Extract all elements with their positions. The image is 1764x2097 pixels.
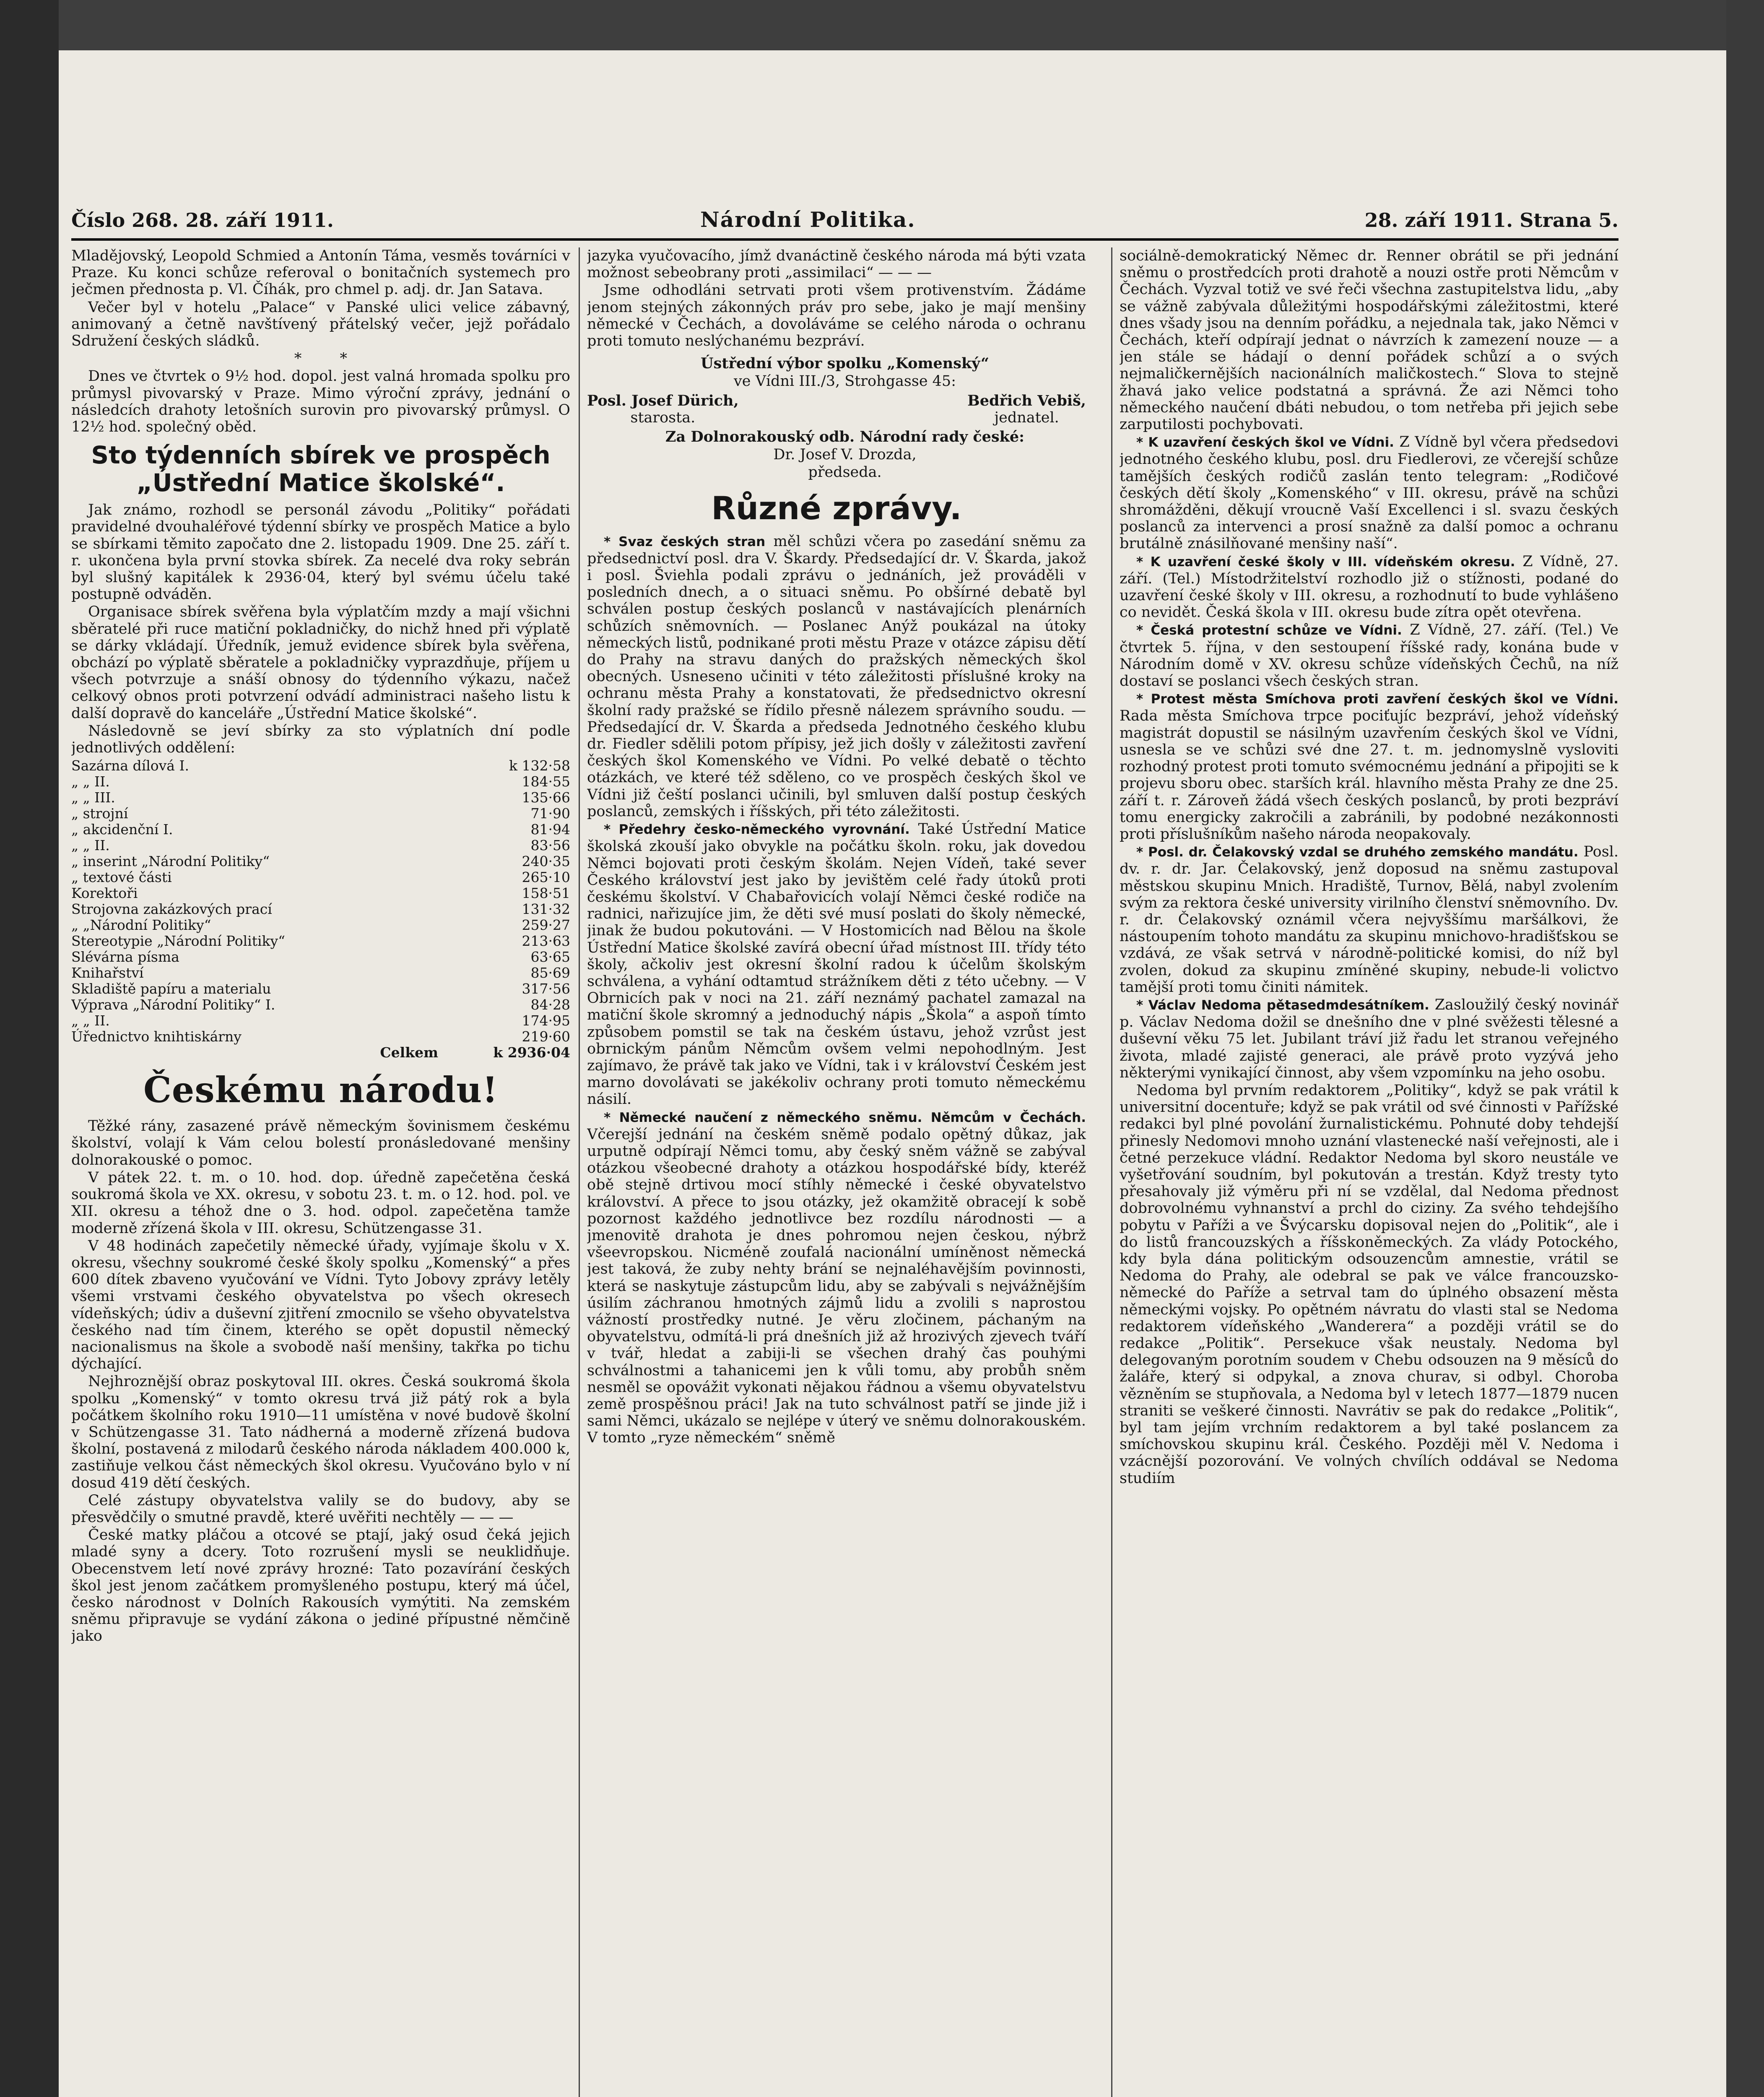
row-value: 259·27 xyxy=(522,917,570,934)
article-paragraph: sociálně-demokratický Němec dr. Renner obrátil se při jednání sněmu o prostředcích proti drahotě a nouzi ostře proti Němcům v Čechách. Vyzval totiž ve své řeči všechna zastupitelstva lidu, „aby se vážně zabývala důležitými hospodářskými záležitostmi, které dnes všady jsou na denním pořádku, a nejednala tak, jako Němci v Čechách, kteří odpírají jednat o návrzích k zamezení nouze — a jen stále se hádají o denní pořádek schůzí a o svých nejmaličkernějších nacionálních maličkostech.“ Slova to stejně žhavá jako velice podstatná a správná. Že azi Němci toho německého naučení dbáti nebudou, o tom netřeba při jejich sebe zarputilosti pochybovati. xyxy=(1120,247,1619,433)
signature-name: Bedřich Vebiš, xyxy=(967,392,1086,409)
news-head: * K uzavření české školy v III. vídeňském okresu. xyxy=(1136,554,1515,570)
table-row xyxy=(71,981,570,997)
row-label: Výprava „Národní Politiky“ I. xyxy=(71,996,275,1013)
headline-sbirky: Sto týdenních sbírek ve prospěch „Ústřední Matice školské“. xyxy=(91,441,551,497)
news-item xyxy=(1120,553,1619,621)
row-label: Úřednictvo knihtiskárny xyxy=(71,1028,242,1045)
row-value: k 132·58 xyxy=(509,757,570,774)
row-label: „ „ II. xyxy=(71,837,110,854)
news-body: Posl. dv. r. dr. Jar. Čelakovský, jenž doposud na sněmu zastupoval městskou skupinu Mnich. Hradiště, Turnov, Bělá, nabyl zvolením svým za rektora české university virilního členství sněmovního. Dv. r. dr. Čelakovský oznámil včera nejvyššímu maršálkovi, že nástoupením tohoto mandátu za skupinu mnichovo-hradišťskou se vzdává, ze však setrvá v národně-politické komisi, do níž byl zvolen, dokud za skupinu zmíněné skupiny, nebude-li volictvo tamější proti tomu činiti námitek. xyxy=(1120,843,1619,996)
article-paragraph: V pátek 22. t. m. o 10. hod. dop. úředně zapečetěna česká soukromá škola ve XX. okresu, v sobotu 23. t. m. o 12. hod. pol. ve XII. okresu a téhož dne o 3. hod. odpol. zapečetěna tamže moderně zřízená škola v III. okresu, Schützengasse 31. xyxy=(71,1169,570,1237)
news-item xyxy=(587,1109,1086,1447)
headline-ruzne-zpravy: Různé zprávy. xyxy=(711,489,962,527)
table-row xyxy=(71,758,570,774)
signature-block xyxy=(587,393,1086,426)
news-body: měl schůzi včera po zasedání sněmu za předsednictví posl. dra V. Škardy. Předsedající dr. V. Škarda, jakož i posl. Šviehla podali zprávu o jednáních, jež prováděli v posledních dnech, a o situaci sněmu. Po obšírné debatě byl schválen postup českých poslanců v nastávajících plenárních schůzích sněmovních. — Poslanec Anýž poukázal na útoky německých listů, podnikané proti městu Praze v otázce zápisu dětí do Prahy na stravu daných do pražských německých škol obecných. Usneseno učiniti v této záležitosti příslušné kroky na ochranu města Prahy a konstatovati, že předsednictvo okresní školní rady pražské se řídilo přesně nálezem správního soudu. — Předsedající dr. V. Škarda a předseda Jednotného českého klubu dr. Fiedler sdělili potom přípisy, jež jich došly v záležitosti zavření českých škol Komenského ve Vídni. Po velké debatě o těchto otázkách, ve které též sděleno, co ve prospěch českých škol ve Vídni již čeští poslanci učinili, byl smluven další postup českých poslanců, zemských i říšských, při této záležitosti. xyxy=(587,533,1086,820)
table-row xyxy=(71,1013,570,1029)
scan-right-edge xyxy=(1726,0,1764,2097)
table-row xyxy=(71,949,570,965)
article-paragraph: Nedoma byl prvním redaktorem „Politiky“, když se pak vrátil k universitní docentuře; když se pak vrátil od své činnosti v Pařížské redakci byl plné povolání žurnalistickému. Pohnuté doby tehdejší přinesly Nedomovi mnoho uznání vlastenecké naší veřejnosti, ale i četné perzekuce vládní. Redaktor Nedoma byl skoro neustále ve vyšetřování soudním, byl pokutován a trestán. Když tresty tyto přesahovaly již výměru při ní se vzdělal, dal Nedoma přednost dobrovolnému vyhnanství a prchl do ciziny. Za svého tehdejšího pobytu v Paříži a ve Švýcarsku dopisoval nejen do „Politik“, ale i do listů francouzských a říšskoněmeckých. Za vlády Potockého, kdy byla dána politickým odsouzencům amnestie, vrátil se Nedoma do Prahy, ale odebral se pak ve válce francouzsko-německé do Paříže a setrval tam do úplného obsazení města německými vojsky. Po opětném návratu do vlasti stal se Nedoma redaktorem vídeňského „Wanderera“ a později vrátil se do redakce „Politik“. Persekuce však neustaly. Nedoma byl delegovaným porotním soudem v Chebu odsouzen na 9 měsíců do žaláře, který si odpykal, a znova churav, si odbyl. Choroba vězněním se stupňovala, a Nedoma byl v letech 1877—1879 nucen straniti se veškeré činnosti. Navrátiv se pak do redakce „Politik“, byl tam jejím vrchním redaktorem a byl také poslancem za smíchovskou skupinu král. Českého. Později měl V. Nedoma i vzácnější pozorování. Ve volných chvílích oddával se Nedoma studiím xyxy=(1120,1082,1619,1487)
news-head: * Václav Nedoma pětasedmdesátníkem. xyxy=(1136,997,1429,1013)
news-body: Z Vídně, 27. září. (Tel.) Ve čtvrtek 5. října, v den sestoupení říšské rady, konána bude v Národním domě v XV. okresu schůze vídeňských Čechů, na níž dostaví se poslanci všech českých stran. xyxy=(1120,622,1619,690)
news-item xyxy=(1120,434,1619,552)
table-row xyxy=(71,838,570,853)
signature-address: ve Vídni III./3, Strohgasse 45: xyxy=(733,373,956,390)
row-label: Skladiště papíru a materialu xyxy=(71,981,271,997)
table-row xyxy=(71,790,570,806)
row-label: „ textové části xyxy=(71,869,172,886)
signature-name: Posl. Josef Dürich, xyxy=(587,392,739,409)
section-separator: * * xyxy=(294,350,364,367)
row-value: 213·63 xyxy=(522,933,570,950)
news-body: Zasloužilý český novinář p. Václav Nedoma dožil se dnešního dne v plné svěžesti tělesné a duševní věku 75 let. Jubilant tráví již řadu let stranou veřejného života, mladé zajisté generaci, ale právě proto vyzývá jeho některými vynikající činnost, aby všem vzpomínku na jeho osobu. xyxy=(1120,996,1619,1081)
row-label: Slévárna písma xyxy=(71,949,179,965)
news-head: * Svaz českých stran xyxy=(604,534,766,549)
row-value: 83·56 xyxy=(530,837,570,854)
row-label: Korektoři xyxy=(71,885,138,902)
row-value: 135·66 xyxy=(522,789,570,806)
table-row xyxy=(71,869,570,885)
news-head: * Protest města Smíchova proti zavření českých škol ve Vídni. xyxy=(1136,692,1619,707)
table-row xyxy=(71,806,570,822)
article-paragraph: Těžké rány, zasazené právě německým šovinismem českému školství, volají k Vám celou bolestí pronásledované menšiny dolnorakouské o pomoc. xyxy=(71,1118,570,1168)
column-2 xyxy=(587,247,1086,2097)
column-3 xyxy=(1120,247,1619,2097)
signature-role: předseda. xyxy=(808,464,882,481)
row-value: 85·69 xyxy=(530,965,570,981)
row-label: Knihařství xyxy=(71,965,144,981)
table-row xyxy=(71,1029,570,1045)
row-value: 265·10 xyxy=(522,869,570,886)
row-label: „ strojní xyxy=(71,805,128,822)
news-item xyxy=(1120,690,1619,843)
table-row xyxy=(71,774,570,790)
article-paragraph: Večer byl v hotelu „Palace“ v Panské ulici velice zábavný, animovaný a četně navštívený přátelský večer, jejž pořádalo Sdružení českých sládků. xyxy=(71,299,570,350)
news-head: * K uzavření českých škol ve Vídni. xyxy=(1136,435,1394,450)
news-item xyxy=(587,533,1086,820)
row-value: 240·35 xyxy=(522,853,570,870)
row-value: 81·94 xyxy=(530,821,570,838)
table-row xyxy=(71,933,570,949)
news-head: * Posl. dr. Čelakovský vzdal se druhého zemského mandátu. xyxy=(1136,845,1579,860)
news-item xyxy=(1120,843,1619,996)
row-label: Stereotypie „Národní Politiky“ xyxy=(71,933,286,950)
news-body: Včerejší jednání na českém sněmě podalo opětný důkaz, jak urputně odpírají Němci tomu, aby český sněm vážně se zabýval otázkou všeobecné drahoty a otázkou hospodářské bídy, kteréž obě stejně drtivou mocí stíhly německé i české obyvatelstvo království. A přece to jsou otázky, jež okamžitě obracejí k sobě pozornost každého jednotlivce bez rozdílu národnosti — a jmenovitě drahota je dnes pohromou nejen českou, nýbrž všeevropskou. Nicméně zoufalá nacionální umíněnost německá jest taková, že zuby nehty brání se nejnaléhavějším povinnosti, která se naskytuje zástupcům lidu, aby se zabývali s nejvážnějším úsilím záchranou hmotných zájmů lidu a zvolili s naprostou vážností prostředky nutné. Je věru zločinem, páchaným na obyvatelstvu, odmítá-li prá dnešních již až hrozivých zjevech tváří v tvář, hledat a zabiji-li se všechen drahý čas pouhými schválnostmi a tahanicemi jen k vůli tomu, aby probůh sněm nesměl se opovážit vykonati nějakou řádnou a všemu obyvatelstvu země prospěšnou práci! Jak na tuto schválnost patří se jinde již i sami Němci, ukázalo se nejlépe v úterý ve sněmu dolnorakouském. V tomto „ryze německém“ sněmě xyxy=(587,1126,1086,1447)
table-row xyxy=(71,885,570,901)
issue-info: Číslo 268. 28. září 1911. xyxy=(71,209,334,232)
article-paragraph: Jak známo, rozhodl se personál závodu „Politiky“ pořádati pravidelné dvouhaléřové týdenní sbírky ve prospěch Matice a bylo se sbírkami těmito započato dne 2. listopadu 1909. Dne 25. září t. r. ukončena byla první stovka sbírek. Za necelé dva roky sebrán byl slušný kapitálek k 2936·04, který byl svému účelu také postupně odváděn. xyxy=(71,502,570,603)
table-row xyxy=(71,822,570,838)
news-body: Také Ústřední Matice školská zkouší jako obvykle na počátku školn. roku, jak dovedou Němci bojovati proti českým školám. Nejen Vídeň, také sever Českého království jest jako by jevištěm celé řady útoků proti českému školství. V Chabařovicích volají Němci české rodiče na radnici, nařizujíce jim, že děti své musí poslati do školy německé, jinak že budou pokutováni. — V Hostomicích nad Bělou na škole Ústřední Matice školské zavírá obecní úřad místnost III. třídy této školy, ačkoliv jest okresní školní radou k účelům školským schválena, a vyhání odtamtud strážníkem děti z této učebny. — V Obrnicích pak v noci na 21. září neznámý pachatel zamazal na matiční škole skromný a jednoduchý nápis „Škola“ a aspoň tímto způsobem pomstil se tak na českém ústavu, jehož vzrůst jest obrnickým pánům Němcům ovšem velmi nepohodlným. Jest zajímavo, že právě tak jako ve Vídni, tak i v království Českém jest marno dovolávati se jakékoliv ochrany proti tomuto německému násilí. xyxy=(587,821,1086,1108)
column-rule-2 xyxy=(1111,247,1112,2097)
table-row xyxy=(71,917,570,933)
page-header xyxy=(71,201,1619,235)
row-value: 184·55 xyxy=(522,773,570,790)
row-value: 63·65 xyxy=(530,949,570,965)
article-paragraph: V 48 hodinách zapečetily německé úřady, vyjímaje školu v X. okresu, všechny soukromé české školy spolku „Komenský“ a přes 600 dítek zbaveno vyučování ve Vídni. Tyto Jobovy zprávy letěly všemi vrstvami českého obyvatelstva po všech okresech vídeňských; údiv a duševní zjitření zmocnilo se všeho obyvatelstva českého nad tím činem, kterého se opět dopustil německý nacionalismus na škole a svobodě naší menšiny, takřka po tichu dýchající. xyxy=(71,1237,570,1373)
article-paragraph: jazyka vyučovacího, jímž dvanáctině českého národa má býti vzata možnost sebeobrany proti „assimilaci“ — — — xyxy=(587,247,1086,281)
news-item xyxy=(1120,996,1619,1081)
scan-left-edge xyxy=(0,0,59,2097)
table-row xyxy=(71,1045,570,1061)
signature-left xyxy=(587,393,739,426)
article-paragraph: Následovně se jeví sbírky za sto výplatních dní podle jednotlivých oddělení: xyxy=(71,722,570,757)
article-paragraph: Mladějovský, Leopold Schmied a Antonín Táma, vesměs továrníci v Praze. Ku konci schůze referoval o bonitačních systemech pro ječmen přednosta p. Vl. Číhák, pro chmel p. adj. dr. Jan Satava. xyxy=(71,247,570,298)
news-item xyxy=(1120,622,1619,689)
row-label: „ „Národní Politiky“ xyxy=(71,917,211,934)
masthead: Národní Politika. xyxy=(700,207,916,232)
table-row xyxy=(71,997,570,1013)
article-paragraph: Celé zástupy obyvatelstva valily se do budovy, aby se přesvědčily o smutné pravdě, které uvěřiti nechtěly — — — xyxy=(71,1492,570,1526)
row-value: 317·56 xyxy=(522,981,570,997)
news-head: * Česká protestní schůze ve Vídni. xyxy=(1136,623,1402,638)
newspaper-page xyxy=(71,201,1619,2097)
signature-role: jednatel. xyxy=(994,409,1059,426)
row-label: „ „ III. xyxy=(71,789,115,806)
row-label: Sazárna dílová I. xyxy=(71,757,189,774)
row-value: k 2936·04 xyxy=(493,1044,570,1061)
signature-role: starosta. xyxy=(630,409,696,426)
article-paragraph: Nejhroznější obraz poskytoval III. okres. Česká soukromá škola spolku „Komenský“ v tomto okresu trvá již pátý rok a byla počátkem školního roku 1910—11 umístěna v nové budově školní v Schützengasse 31. Tato nádherná a moderně zřízená budova školní, postavená z milodarů českého národa nákladem 400.000 k, zastiňuje velkou část německých škol okresu. Vyučováno bylo v ní dosud 419 dětí českých. xyxy=(71,1373,570,1491)
article-paragraph: Jsme odhodláni setrvati proti všem protivenstvím. Žádáme jenom stejných zákonných práv pro sebe, jako je mají menšiny německé v Čechách, a dovoláváme se celého národa o ochranu proti tomuto neslýchanému bezpráví. xyxy=(587,282,1086,350)
collections-table xyxy=(71,758,570,1061)
column-rule-1 xyxy=(579,247,580,2097)
table-row xyxy=(71,965,570,981)
row-value: 71·90 xyxy=(530,805,570,822)
row-label: Strojovna zakázkových prací xyxy=(71,901,272,918)
row-value: 131·32 xyxy=(522,901,570,918)
table-row xyxy=(71,901,570,917)
news-item xyxy=(587,821,1086,1108)
news-body: Z Vídně byl včera předsedovi jednotného českého klubu, posl. dru Fiedlerovi, ze včerejší schůze tamějších českých rodičů zaslán tento telegram: „Rodičové českých dětí školy „Komenského“ v III. okresu, právě na schůzi shromážděni, děkují vroucně Vaší Excellenci i sl. svazu českých poslanců za intervenci a prosí snažně za další pomoc a ochranu brutálně znásilňované menšiny naší“. xyxy=(1120,434,1619,552)
row-label: Celkem xyxy=(380,1044,438,1061)
news-head: * Předehry česko-německého vyrovnání. xyxy=(604,822,910,838)
column-1 xyxy=(71,247,570,2097)
news-body: Z Vídně, 27. září. (Tel.) Místodržitelství rozhodlo již o stížnosti, podané do uzavření české školy v III. okresu, a rozhodnutí to bude vyhlášeno co nevidět. Česká škola v III. okresu bude zítra opět otevřena. xyxy=(1120,553,1619,621)
signature-name: Dr. Josef V. Drozda, xyxy=(773,446,917,463)
scan-top-edge xyxy=(0,0,1764,50)
article-paragraph: Organisace sbírek svěřena byla výplatčím mzdy a mají všichni sběratelé při ruce matiční pokladničky, do nichž hned při výplatě se dárky vkládají. Úředník, jemuž evidence sbírek byla svěřena, obchází po výplatě sběratele a pokladničky vyprazdňuje, příjem u všech potvrzuje a snáší obnosy do týdenního výkazu, načež celkový obnos proti potvrzení odvádí administraci našeho listu k další dopravě do kanceláře „Ústřední Matice školské“. xyxy=(71,604,570,722)
signature-org: Ústřední výbor spolku „Komenský“ xyxy=(701,355,989,372)
article-paragraph: České matky pláčou a otcové se ptají, jaký osud čeká jejich mladé syny a dcery. Toto rozrušení mysli se neuklidňuje. Obecenstvem letí nové zprávy hrozné: Tato pozavírání českých škol jest jenom začátkem promyšleného postupu, který má účel, česko národnost v Dolních Rakousích vymýtiti. Na zemském sněmu připravuje se vydání zákona o jediné přípustné němčině jako xyxy=(71,1527,570,1645)
row-value: 158·51 xyxy=(522,885,570,902)
row-label: „ akcidenční I. xyxy=(71,821,173,838)
row-label: „ inserint „Národní Politiky“ xyxy=(71,853,270,870)
page-info: 28. září 1911. Strana 5. xyxy=(1364,209,1619,232)
headline-ceskemu-narodu: Českému národu! xyxy=(143,1069,498,1111)
table-row xyxy=(71,853,570,869)
signature-org: Za Dolnorakouský odb. Národní rady české: xyxy=(665,428,1025,446)
row-value: 219·60 xyxy=(522,1028,570,1045)
row-label: „ „ II. xyxy=(71,1012,110,1029)
header-rule xyxy=(71,238,1619,241)
signature-right xyxy=(967,393,1086,426)
news-head: * Německé naučení z německého sněmu. Němcům v Čechách. xyxy=(604,1110,1086,1125)
article-paragraph: Dnes ve čtvrtek o 9½ hod. dopol. jest valná hromada spolku pro průmysl pivovarský v Praze. Mimo výroční zprávy, jednání o následcích drahoty letošních surovin pro pivovarský průmysl. O 12½ hod. společný oběd. xyxy=(71,368,570,436)
row-value: 84·28 xyxy=(530,996,570,1013)
news-body: Rada města Smíchova trpce pociťujíc bezpráví, jehož vídeňský magistrát dopustil se násilným uzavřením českých škol ve Vídni, usnesla se ve schůzi své dne 27. t. m. jednomyslně vysloviti rozhodný protest proti tomuto svémocnému jednání a připojiti se k projevu sboru obec. starších král. hlavního města Prahy ze dne 25. září t. r. Zároveň žádá všech českých poslanců, by proti bezpráví tomu energicky zakročili a zabránili, by podobné nezákonnosti proti příslušníkům našeho národa neopakovaly. xyxy=(1120,708,1619,843)
row-label: „ „ II. xyxy=(71,773,110,790)
row-value: 174·95 xyxy=(522,1012,570,1029)
